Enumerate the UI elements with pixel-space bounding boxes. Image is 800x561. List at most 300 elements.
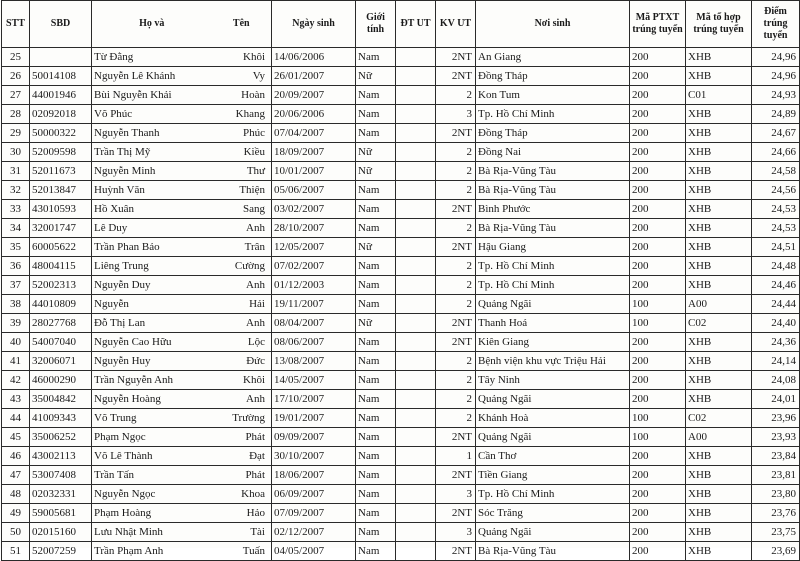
cell-diem: 24,14: [752, 352, 800, 371]
cell-ma-ptxt: 200: [630, 466, 686, 485]
cell-diem: 23,76: [752, 504, 800, 523]
cell-sbd: 52011673: [30, 162, 92, 181]
cell-gioi-tinh: Nam: [356, 447, 396, 466]
cell-ngay-sinh: 08/04/2007: [272, 314, 356, 333]
cell-ma-ptxt: 100: [630, 295, 686, 314]
cell-noi-sinh: Tp. Hồ Chí Minh: [476, 276, 630, 295]
cell-ngay-sinh: 12/05/2007: [272, 238, 356, 257]
cell-gioi-tinh: Nam: [356, 181, 396, 200]
cell-ma-ptxt: 200: [630, 333, 686, 352]
cell-ngay-sinh: 03/02/2007: [272, 200, 356, 219]
cell-diem: 23,96: [752, 409, 800, 428]
cell-noi-sinh: Đồng Tháp: [476, 124, 630, 143]
cell-dt-ut: [396, 181, 436, 200]
cell-ten: Hảo: [212, 504, 272, 523]
cell-gioi-tinh: Nam: [356, 523, 396, 542]
cell-kv-ut: 2NT: [436, 314, 476, 333]
cell-gioi-tinh: Nam: [356, 200, 396, 219]
cell-noi-sinh: Sóc Trăng: [476, 504, 630, 523]
cell-ten: Anh: [212, 390, 272, 409]
cell-ngay-sinh: 09/09/2007: [272, 428, 356, 447]
cell-ma-ptxt: 200: [630, 181, 686, 200]
cell-diem: 24,53: [752, 200, 800, 219]
cell-diem: 24,08: [752, 371, 800, 390]
cell-gioi-tinh: Nam: [356, 86, 396, 105]
cell-sbd: 52007259: [30, 542, 92, 561]
table-row: [2, 447, 800, 466]
cell-sbd: 41009343: [30, 409, 92, 428]
table-row: [2, 200, 800, 219]
cell-ma-to-hop: XHB: [686, 124, 752, 143]
cell-kv-ut: 2NT: [436, 428, 476, 447]
cell-noi-sinh: Khánh Hoà: [476, 409, 630, 428]
cell-ten: Khoa: [212, 485, 272, 504]
cell-kv-ut: 2: [436, 257, 476, 276]
cell-gioi-tinh: Nam: [356, 276, 396, 295]
cell-noi-sinh: Đồng Nai: [476, 143, 630, 162]
cell-diem: 24,58: [752, 162, 800, 181]
cell-stt: 25: [2, 48, 30, 67]
cell-ma-ptxt: 200: [630, 67, 686, 86]
table-row: [2, 219, 800, 238]
cell-kv-ut: 3: [436, 523, 476, 542]
cell-noi-sinh: Tây Ninh: [476, 371, 630, 390]
cell-ho: Bùi Nguyễn Khải: [92, 86, 212, 105]
cell-ma-to-hop: XHB: [686, 485, 752, 504]
cell-ten: Vy: [212, 67, 272, 86]
cell-ngay-sinh: 13/08/2007: [272, 352, 356, 371]
cell-kv-ut: 2NT: [436, 542, 476, 561]
cell-dt-ut: [396, 542, 436, 561]
cell-diem: 24,56: [752, 181, 800, 200]
cell-ho: Nguyễn: [92, 295, 212, 314]
cell-kv-ut: 2: [436, 390, 476, 409]
cell-stt: 29: [2, 124, 30, 143]
cell-ngay-sinh: 30/10/2007: [272, 447, 356, 466]
cell-ten: Phát: [212, 466, 272, 485]
cell-ma-ptxt: 200: [630, 542, 686, 561]
cell-ma-to-hop: C02: [686, 409, 752, 428]
cell-ngay-sinh: 01/12/2003: [272, 276, 356, 295]
cell-ma-to-hop: XHB: [686, 542, 752, 561]
table-row: [2, 542, 800, 561]
cell-stt: 47: [2, 466, 30, 485]
cell-kv-ut: 2: [436, 86, 476, 105]
cell-ma-ptxt: 200: [630, 105, 686, 124]
cell-dt-ut: [396, 86, 436, 105]
cell-noi-sinh: Hậu Giang: [476, 238, 630, 257]
admission-table: [1, 0, 800, 561]
cell-diem: 23,75: [752, 523, 800, 542]
header-noi-sinh: Nơi sinh: [476, 1, 630, 48]
cell-sbd: 60005622: [30, 238, 92, 257]
cell-ten: Hải: [212, 295, 272, 314]
cell-ho: Nguyễn Hoàng: [92, 390, 212, 409]
cell-kv-ut: 2NT: [436, 48, 476, 67]
cell-ho: Trần Nguyễn Anh: [92, 371, 212, 390]
cell-ten: Kiều: [212, 143, 272, 162]
table-row: [2, 276, 800, 295]
cell-ma-ptxt: 200: [630, 447, 686, 466]
cell-ho: Trần Tấn: [92, 466, 212, 485]
cell-sbd: [30, 48, 92, 67]
cell-ten: Phát: [212, 428, 272, 447]
cell-kv-ut: 3: [436, 105, 476, 124]
cell-ma-to-hop: XHB: [686, 352, 752, 371]
cell-ma-ptxt: 200: [630, 86, 686, 105]
cell-ma-to-hop: XHB: [686, 105, 752, 124]
cell-dt-ut: [396, 143, 436, 162]
cell-ho: Võ Phúc: [92, 105, 212, 124]
cell-ten: Khang: [212, 105, 272, 124]
cell-noi-sinh: Quảng Ngãi: [476, 390, 630, 409]
cell-ma-to-hop: XHB: [686, 238, 752, 257]
cell-sbd: 48004115: [30, 257, 92, 276]
cell-noi-sinh: Đồng Tháp: [476, 67, 630, 86]
cell-stt: 42: [2, 371, 30, 390]
cell-ma-to-hop: XHB: [686, 504, 752, 523]
cell-noi-sinh: Thanh Hoá: [476, 314, 630, 333]
cell-noi-sinh: Bà Rịa-Vũng Tàu: [476, 181, 630, 200]
cell-ten: Anh: [212, 219, 272, 238]
cell-ten: Khôi: [212, 48, 272, 67]
cell-ma-to-hop: XHB: [686, 143, 752, 162]
table-row: [2, 124, 800, 143]
cell-kv-ut: 3: [436, 485, 476, 504]
cell-ma-ptxt: 200: [630, 504, 686, 523]
cell-kv-ut: 2: [436, 143, 476, 162]
cell-kv-ut: 2NT: [436, 504, 476, 523]
table-row: [2, 48, 800, 67]
header-dt-ut: ĐT UT: [396, 1, 436, 48]
cell-ten: Hoàn: [212, 86, 272, 105]
cell-stt: 44: [2, 409, 30, 428]
table-row: [2, 295, 800, 314]
table-row: [2, 143, 800, 162]
table-row: [2, 371, 800, 390]
cell-gioi-tinh: Nam: [356, 390, 396, 409]
cell-stt: 36: [2, 257, 30, 276]
cell-ma-to-hop: XHB: [686, 523, 752, 542]
cell-ho: Huỳnh Văn: [92, 181, 212, 200]
cell-diem: 24,46: [752, 276, 800, 295]
cell-gioi-tinh: Nam: [356, 485, 396, 504]
cell-noi-sinh: Tp. Hồ Chí Minh: [476, 485, 630, 504]
cell-ngay-sinh: 04/05/2007: [272, 542, 356, 561]
cell-kv-ut: 2NT: [436, 124, 476, 143]
cell-diem: 24,66: [752, 143, 800, 162]
cell-ma-to-hop: C02: [686, 314, 752, 333]
cell-stt: 35: [2, 238, 30, 257]
cell-stt: 51: [2, 542, 30, 561]
cell-gioi-tinh: Nam: [356, 257, 396, 276]
cell-gioi-tinh: Nam: [356, 352, 396, 371]
cell-ho: Đỗ Thị Lan: [92, 314, 212, 333]
cell-sbd: 44010809: [30, 295, 92, 314]
cell-dt-ut: [396, 504, 436, 523]
table-row: [2, 314, 800, 333]
cell-ma-to-hop: XHB: [686, 257, 752, 276]
cell-stt: 30: [2, 143, 30, 162]
cell-ma-to-hop: XHB: [686, 371, 752, 390]
cell-ten: Thiện: [212, 181, 272, 200]
cell-kv-ut: 2NT: [436, 466, 476, 485]
cell-noi-sinh: Bà Rịa-Vũng Tàu: [476, 219, 630, 238]
cell-gioi-tinh: Nữ: [356, 238, 396, 257]
cell-ten: Trân: [212, 238, 272, 257]
cell-stt: 50: [2, 523, 30, 542]
cell-gioi-tinh: Nữ: [356, 162, 396, 181]
cell-diem: 23,81: [752, 466, 800, 485]
cell-noi-sinh: Kiên Giang: [476, 333, 630, 352]
cell-diem: 24,93: [752, 86, 800, 105]
table-row: [2, 333, 800, 352]
cell-ma-to-hop: XHB: [686, 200, 752, 219]
table-row: [2, 428, 800, 447]
cell-ma-to-hop: XHB: [686, 333, 752, 352]
cell-kv-ut: 2: [436, 276, 476, 295]
cell-gioi-tinh: Nam: [356, 371, 396, 390]
cell-stt: 31: [2, 162, 30, 181]
table-row: [2, 390, 800, 409]
cell-ten: Cường: [212, 257, 272, 276]
cell-ma-ptxt: 200: [630, 48, 686, 67]
cell-ma-ptxt: 200: [630, 371, 686, 390]
cell-ten: Đức: [212, 352, 272, 371]
cell-dt-ut: [396, 447, 436, 466]
cell-ho: Nguyễn Huy: [92, 352, 212, 371]
cell-ma-to-hop: XHB: [686, 219, 752, 238]
cell-kv-ut: 2NT: [436, 333, 476, 352]
cell-ngay-sinh: 05/06/2007: [272, 181, 356, 200]
table-row: [2, 504, 800, 523]
cell-diem: 23,80: [752, 485, 800, 504]
cell-noi-sinh: Tp. Hồ Chí Minh: [476, 257, 630, 276]
cell-ma-to-hop: XHB: [686, 67, 752, 86]
cell-diem: 24,67: [752, 124, 800, 143]
cell-ho: Trần Phan Bảo: [92, 238, 212, 257]
cell-ngay-sinh: 26/01/2007: [272, 67, 356, 86]
cell-diem: 24,89: [752, 105, 800, 124]
cell-ma-ptxt: 200: [630, 485, 686, 504]
cell-noi-sinh: Quảng Ngãi: [476, 428, 630, 447]
cell-dt-ut: [396, 314, 436, 333]
cell-ngay-sinh: 18/06/2007: [272, 466, 356, 485]
header-row: [2, 1, 800, 48]
cell-gioi-tinh: Nam: [356, 504, 396, 523]
table-row: [2, 409, 800, 428]
cell-ten: Sang: [212, 200, 272, 219]
table-row: [2, 485, 800, 504]
cell-noi-sinh: Tiền Giang: [476, 466, 630, 485]
cell-ten: Anh: [212, 314, 272, 333]
cell-stt: 40: [2, 333, 30, 352]
cell-ma-to-hop: XHB: [686, 181, 752, 200]
header-diem: Điểm trúng tuyển: [752, 1, 800, 48]
table-row: [2, 466, 800, 485]
cell-ho: Trần Thị Mỹ: [92, 143, 212, 162]
table-row: [2, 86, 800, 105]
cell-stt: 33: [2, 200, 30, 219]
cell-ma-ptxt: 200: [630, 143, 686, 162]
cell-dt-ut: [396, 428, 436, 447]
cell-ma-ptxt: 200: [630, 124, 686, 143]
cell-sbd: 50000322: [30, 124, 92, 143]
cell-ma-ptxt: 200: [630, 162, 686, 181]
table-row: [2, 238, 800, 257]
header-gioi-tinh: Giới tính: [356, 1, 396, 48]
cell-ma-to-hop: XHB: [686, 276, 752, 295]
cell-ho: Võ Lê Thành: [92, 447, 212, 466]
cell-noi-sinh: Kon Tum: [476, 86, 630, 105]
cell-ho: Phạm Ngọc: [92, 428, 212, 447]
cell-kv-ut: 1: [436, 447, 476, 466]
cell-ten: Trường: [212, 409, 272, 428]
cell-dt-ut: [396, 333, 436, 352]
header-ma-to-hop: Mã tổ hợp trúng tuyển: [686, 1, 752, 48]
cell-ngay-sinh: 02/12/2007: [272, 523, 356, 542]
cell-ngay-sinh: 06/09/2007: [272, 485, 356, 504]
cell-gioi-tinh: Nam: [356, 542, 396, 561]
cell-stt: 43: [2, 390, 30, 409]
cell-gioi-tinh: Nam: [356, 409, 396, 428]
cell-ngay-sinh: 19/11/2007: [272, 295, 356, 314]
cell-dt-ut: [396, 238, 436, 257]
cell-ten: Khôi: [212, 371, 272, 390]
cell-noi-sinh: An Giang: [476, 48, 630, 67]
cell-dt-ut: [396, 295, 436, 314]
cell-sbd: 32006071: [30, 352, 92, 371]
cell-ma-to-hop: XHB: [686, 390, 752, 409]
cell-dt-ut: [396, 352, 436, 371]
cell-sbd: 02015160: [30, 523, 92, 542]
cell-dt-ut: [396, 485, 436, 504]
cell-ten: Lộc: [212, 333, 272, 352]
cell-ho: Phạm Hoàng: [92, 504, 212, 523]
cell-ho: Nguyễn Duy: [92, 276, 212, 295]
cell-ho: Hồ Xuân: [92, 200, 212, 219]
cell-sbd: 02032331: [30, 485, 92, 504]
cell-ma-ptxt: 200: [630, 219, 686, 238]
cell-kv-ut: 2NT: [436, 238, 476, 257]
cell-noi-sinh: Bình Phước: [476, 200, 630, 219]
cell-sbd: 44001946: [30, 86, 92, 105]
cell-dt-ut: [396, 409, 436, 428]
cell-kv-ut: 2: [436, 181, 476, 200]
table-row: [2, 67, 800, 86]
cell-sbd: 28027768: [30, 314, 92, 333]
cell-ngay-sinh: 10/01/2007: [272, 162, 356, 181]
header-ngay-sinh: Ngày sinh: [272, 1, 356, 48]
cell-noi-sinh: Quảng Ngãi: [476, 295, 630, 314]
cell-stt: 46: [2, 447, 30, 466]
cell-gioi-tinh: Nữ: [356, 314, 396, 333]
cell-sbd: 52002313: [30, 276, 92, 295]
cell-dt-ut: [396, 276, 436, 295]
cell-ngay-sinh: 18/09/2007: [272, 143, 356, 162]
cell-diem: 24,01: [752, 390, 800, 409]
cell-ma-to-hop: A00: [686, 295, 752, 314]
cell-ma-to-hop: A00: [686, 428, 752, 447]
cell-noi-sinh: Bệnh viện khu vực Triệu Hải: [476, 352, 630, 371]
cell-gioi-tinh: Nam: [356, 48, 396, 67]
cell-diem: 24,48: [752, 257, 800, 276]
cell-noi-sinh: Bà Rịa-Vũng Tàu: [476, 542, 630, 561]
cell-sbd: 35004842: [30, 390, 92, 409]
cell-ma-ptxt: 200: [630, 238, 686, 257]
table-row: [2, 162, 800, 181]
cell-gioi-tinh: Nam: [356, 428, 396, 447]
cell-ma-ptxt: 100: [630, 428, 686, 447]
cell-ho: Nguyễn Cao Hữu: [92, 333, 212, 352]
header-ho: Họ và: [92, 1, 212, 48]
cell-ma-ptxt: 200: [630, 276, 686, 295]
cell-gioi-tinh: Nam: [356, 124, 396, 143]
cell-ngay-sinh: 14/06/2006: [272, 48, 356, 67]
table-row: [2, 523, 800, 542]
cell-ma-to-hop: C01: [686, 86, 752, 105]
cell-dt-ut: [396, 466, 436, 485]
cell-gioi-tinh: Nam: [356, 295, 396, 314]
cell-dt-ut: [396, 257, 436, 276]
cell-stt: 39: [2, 314, 30, 333]
cell-ho: Trần Phạm Anh: [92, 542, 212, 561]
cell-sbd: 43002113: [30, 447, 92, 466]
cell-gioi-tinh: Nữ: [356, 67, 396, 86]
cell-noi-sinh: Quảng Ngãi: [476, 523, 630, 542]
cell-gioi-tinh: Nam: [356, 333, 396, 352]
cell-dt-ut: [396, 48, 436, 67]
cell-dt-ut: [396, 371, 436, 390]
header-kv-ut: KV UT: [436, 1, 476, 48]
cell-ho: Lưu Nhật Minh: [92, 523, 212, 542]
cell-ho: Nguyễn Lê Khánh: [92, 67, 212, 86]
cell-ngay-sinh: 28/10/2007: [272, 219, 356, 238]
cell-ngay-sinh: 20/09/2007: [272, 86, 356, 105]
cell-ten: Anh: [212, 276, 272, 295]
cell-gioi-tinh: Nữ: [356, 143, 396, 162]
cell-dt-ut: [396, 200, 436, 219]
cell-sbd: 43010593: [30, 200, 92, 219]
cell-ma-to-hop: XHB: [686, 162, 752, 181]
cell-stt: 45: [2, 428, 30, 447]
cell-ho: Nguyễn Thanh: [92, 124, 212, 143]
cell-dt-ut: [396, 162, 436, 181]
cell-sbd: 52009598: [30, 143, 92, 162]
cell-ma-ptxt: 200: [630, 200, 686, 219]
cell-dt-ut: [396, 67, 436, 86]
header-sbd: SBD: [30, 1, 92, 48]
cell-sbd: 50014108: [30, 67, 92, 86]
cell-ten: Đạt: [212, 447, 272, 466]
cell-ngay-sinh: 19/01/2007: [272, 409, 356, 428]
table-row: [2, 181, 800, 200]
cell-gioi-tinh: Nam: [356, 466, 396, 485]
cell-ma-to-hop: XHB: [686, 466, 752, 485]
cell-stt: 26: [2, 67, 30, 86]
cell-kv-ut: 2: [436, 409, 476, 428]
cell-ma-ptxt: 100: [630, 314, 686, 333]
cell-sbd: 54007040: [30, 333, 92, 352]
cell-stt: 37: [2, 276, 30, 295]
cell-ho: Liêng Trung: [92, 257, 212, 276]
cell-diem: 24,96: [752, 67, 800, 86]
cell-ma-ptxt: 200: [630, 257, 686, 276]
cell-kv-ut: 2: [436, 162, 476, 181]
cell-sbd: 59005681: [30, 504, 92, 523]
header-ma-ptxt: Mã PTXT trúng tuyển: [630, 1, 686, 48]
cell-ngay-sinh: 07/04/2007: [272, 124, 356, 143]
